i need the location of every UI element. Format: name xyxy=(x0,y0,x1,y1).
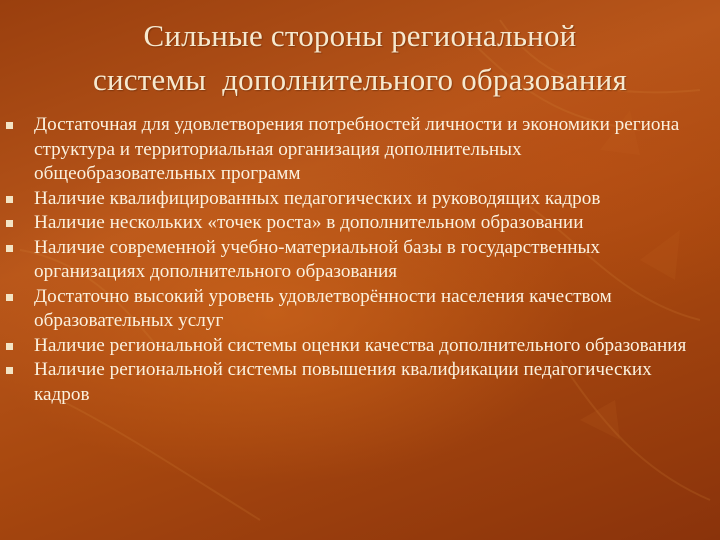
square-bullet-icon xyxy=(6,367,13,374)
list-item xyxy=(24,334,704,359)
list-item xyxy=(24,358,704,407)
square-bullet-icon xyxy=(6,122,13,129)
bullet-text: Наличие нескольких «точек роста» в дополнительном образовании xyxy=(34,212,584,233)
title-line-2: системы дополнительного образования xyxy=(93,62,627,97)
bullet-text: Достаточная для удовлетворения потребностей личности и экономики региона структура и территориальная организация дополнительных общеобразовательных программ xyxy=(34,114,680,184)
bullet-text: Наличие региональной системы оценки качества дополнительного образования xyxy=(34,334,687,356)
square-bullet-icon xyxy=(6,220,13,227)
list-item xyxy=(24,211,704,236)
bullet-list xyxy=(24,113,704,407)
bullet-text: Наличие региональной системы повышения квалификации педагогических кадров xyxy=(34,359,652,405)
bullet-text: Наличие квалифицированных педагогических и руководящих кадров xyxy=(34,187,601,209)
list-item xyxy=(24,187,704,212)
list-item xyxy=(24,236,704,285)
list-item xyxy=(24,285,704,334)
square-bullet-icon xyxy=(6,245,13,252)
square-bullet-icon xyxy=(6,196,13,203)
title-line-1: Сильные стороны региональной xyxy=(143,18,577,53)
slide-title xyxy=(0,14,720,102)
square-bullet-icon xyxy=(6,294,13,301)
bullet-text: Достаточно высокий уровень удовлетворённости населения качеством образовательных услуг xyxy=(34,285,612,331)
bullet-text: Наличие современной учебно-материальной базы в государственных организациях дополнительного образования xyxy=(34,236,601,282)
square-bullet-icon xyxy=(6,343,13,350)
list-item xyxy=(24,113,704,187)
